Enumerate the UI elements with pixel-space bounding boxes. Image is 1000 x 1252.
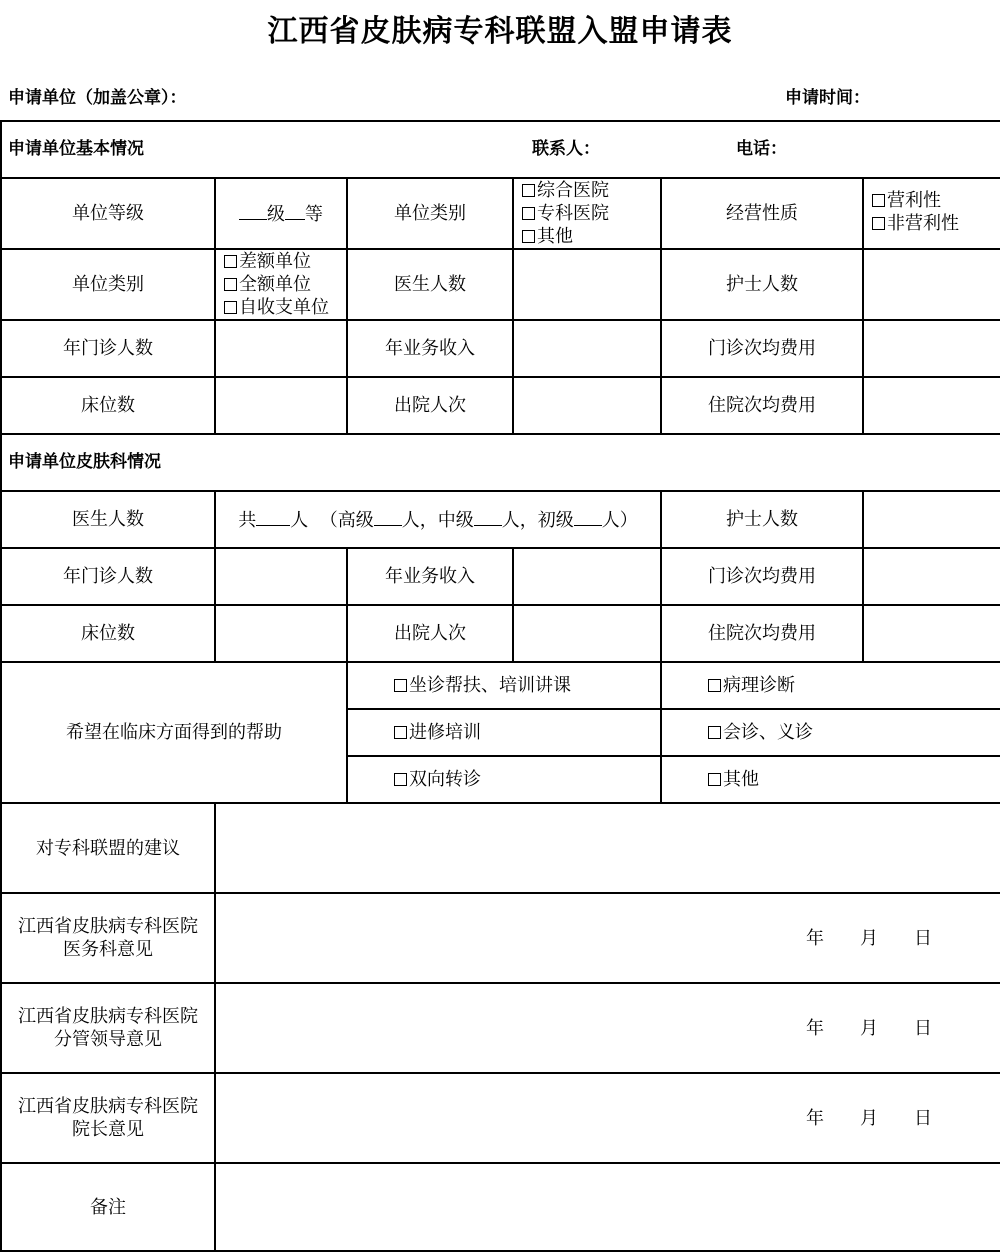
table-row bbox=[1, 1163, 1000, 1251]
checkbox-icon[interactable] bbox=[224, 278, 237, 291]
checkbox-icon[interactable] bbox=[872, 194, 885, 207]
date-year: 年 bbox=[806, 1017, 824, 1039]
derm-bed-count-label: 床位数 bbox=[1, 605, 215, 662]
derm-inpatient-avg-cost-label: 住院次均费用 bbox=[661, 605, 863, 662]
derm-annual-outpatient-field[interactable] bbox=[215, 548, 347, 605]
unit-category-label: 单位类别 bbox=[347, 178, 513, 249]
apply-time-label: 申请时间： bbox=[785, 88, 870, 108]
help-option-row bbox=[347, 662, 661, 709]
checkbox-specialty-hospital[interactable]: 专科医院 bbox=[522, 202, 654, 225]
checkbox-icon[interactable] bbox=[708, 679, 721, 692]
help-option-row bbox=[347, 709, 661, 756]
date-day: 日 bbox=[914, 1107, 932, 1129]
derm-inpatient-avg-cost-field[interactable] bbox=[863, 605, 1000, 662]
remark-field[interactable] bbox=[215, 1163, 1000, 1251]
checkbox-icon[interactable] bbox=[394, 679, 407, 692]
checkbox-icon[interactable] bbox=[872, 217, 885, 230]
level-ji-text: 级 bbox=[267, 204, 285, 225]
checkbox-general-hospital[interactable]: 综合医院 bbox=[522, 179, 654, 202]
checkbox-pathology[interactable]: 病理诊断 bbox=[708, 674, 994, 697]
table-row bbox=[1, 1073, 1000, 1163]
checkbox-icon[interactable] bbox=[708, 726, 721, 739]
derm-outpatient-avg-cost-label: 门诊次均费用 bbox=[661, 548, 863, 605]
medical-affairs-opinion-label: 江西省皮肤病专科医院 医务科意见 bbox=[1, 893, 215, 983]
suggestion-label: 对专科联盟的建议 bbox=[1, 803, 215, 893]
date-day: 日 bbox=[914, 927, 932, 949]
date-year: 年 bbox=[806, 927, 824, 949]
date-month: 月 bbox=[860, 927, 878, 949]
checkbox-icon[interactable] bbox=[522, 184, 535, 197]
derm-nurse-count-label: 护士人数 bbox=[661, 491, 863, 548]
total-doctors-blank[interactable] bbox=[256, 507, 290, 526]
operation-nature-label: 经营性质 bbox=[661, 178, 863, 249]
inpatient-avg-cost-field[interactable] bbox=[863, 377, 1000, 434]
table-row bbox=[1, 320, 1000, 377]
checkbox-non-profit[interactable]: 非营利性 bbox=[872, 212, 994, 235]
president-opinion-field[interactable] bbox=[215, 1073, 1000, 1163]
table-row bbox=[1, 893, 1000, 983]
funding-options bbox=[215, 249, 347, 320]
checkbox-consultation-free-clinic[interactable]: 会诊、义诊 bbox=[708, 721, 994, 744]
medical-affairs-opinion-field[interactable] bbox=[215, 893, 1000, 983]
table-row bbox=[1, 983, 1000, 1073]
checkbox-icon[interactable] bbox=[394, 726, 407, 739]
section-basic-cell bbox=[1, 121, 1000, 178]
checkbox-icon[interactable] bbox=[522, 230, 535, 243]
annual-outpatient-label: 年门诊人数 bbox=[1, 320, 215, 377]
checkbox-consult-training[interactable]: 坐诊帮扶、培训讲课 bbox=[394, 674, 654, 697]
date-day: 日 bbox=[914, 1017, 932, 1039]
derm-bed-count-field[interactable] bbox=[215, 605, 347, 662]
annual-revenue-label: 年业务收入 bbox=[347, 320, 513, 377]
table-row bbox=[1, 178, 1000, 249]
remark-label: 备注 bbox=[1, 1163, 215, 1251]
applicant-unit-label: 申请单位（加盖公章）： bbox=[8, 88, 187, 108]
derm-discharge-field[interactable] bbox=[513, 605, 661, 662]
table-row bbox=[1, 249, 1000, 320]
annual-outpatient-field[interactable] bbox=[215, 320, 347, 377]
table-row bbox=[1, 662, 1000, 709]
level-blank[interactable] bbox=[239, 201, 267, 220]
help-option-row bbox=[661, 756, 1000, 803]
leader-opinion-label: 江西省皮肤病专科医院 分管领导意见 bbox=[1, 983, 215, 1073]
mid-doctors-blank[interactable] bbox=[474, 507, 502, 526]
grade-blank[interactable] bbox=[285, 201, 305, 220]
contact-label: 联系人： bbox=[532, 139, 600, 159]
unit-level-label: 单位等级 bbox=[1, 178, 215, 249]
doctor-count-label: 医生人数 bbox=[347, 249, 513, 320]
checkbox-other-type[interactable]: 其他 bbox=[522, 225, 654, 248]
derm-nurse-count-field[interactable] bbox=[863, 491, 1000, 548]
derm-annual-revenue-field[interactable] bbox=[513, 548, 661, 605]
checkbox-icon[interactable] bbox=[224, 301, 237, 314]
derm-doctor-breakdown-field[interactable]: 共 人 （高级 人，中级 人，初级 人） bbox=[215, 491, 661, 548]
senior-doctors-blank[interactable] bbox=[374, 507, 402, 526]
checkbox-advanced-training[interactable]: 进修培训 bbox=[394, 721, 654, 744]
annual-revenue-field[interactable] bbox=[513, 320, 661, 377]
help-label: 希望在临床方面得到的帮助 bbox=[1, 662, 347, 803]
table-row bbox=[1, 491, 1000, 548]
discharge-field[interactable] bbox=[513, 377, 661, 434]
application-form-table bbox=[0, 120, 1000, 1252]
help-option-row bbox=[347, 756, 661, 803]
unit-level-field[interactable] bbox=[215, 178, 347, 249]
checkbox-full-funded-unit[interactable]: 全额单位 bbox=[224, 273, 340, 296]
phone-label: 电话： bbox=[736, 139, 787, 159]
operation-nature-options bbox=[863, 178, 1000, 249]
section-basic-title: 申请单位基本情况 bbox=[8, 139, 144, 159]
date-year: 年 bbox=[806, 1107, 824, 1129]
table-row bbox=[1, 377, 1000, 434]
hospital-type-options bbox=[513, 178, 661, 249]
inpatient-avg-cost-label: 住院次均费用 bbox=[661, 377, 863, 434]
derm-annual-outpatient-label: 年门诊人数 bbox=[1, 548, 215, 605]
outpatient-avg-cost-field[interactable] bbox=[863, 320, 1000, 377]
table-row bbox=[1, 548, 1000, 605]
derm-doctor-count-label: 医生人数 bbox=[1, 491, 215, 548]
checkbox-icon[interactable] bbox=[394, 773, 407, 786]
table-row bbox=[1, 605, 1000, 662]
page-title: 江西省皮肤病专科联盟入盟申请表 bbox=[267, 14, 733, 49]
level-deng-text: 等 bbox=[305, 204, 323, 225]
section-derm-row bbox=[1, 434, 1000, 491]
section-basic-row bbox=[1, 121, 1000, 178]
section-derm-title: 申请单位皮肤科情况 bbox=[1, 434, 1000, 491]
nurse-count-field[interactable] bbox=[863, 249, 1000, 320]
help-option-row bbox=[661, 709, 1000, 756]
checkbox-balance-unit[interactable]: 差额单位 bbox=[224, 250, 340, 273]
derm-outpatient-avg-cost-field[interactable] bbox=[863, 548, 1000, 605]
bed-count-label: 床位数 bbox=[1, 377, 215, 434]
outpatient-avg-cost-label: 门诊次均费用 bbox=[661, 320, 863, 377]
doctor-count-field[interactable] bbox=[513, 249, 661, 320]
suggestion-field[interactable] bbox=[215, 803, 1000, 893]
leader-opinion-field[interactable] bbox=[215, 983, 1000, 1073]
checkbox-for-profit[interactable]: 营利性 bbox=[872, 189, 994, 212]
checkbox-two-way-referral[interactable]: 双向转诊 bbox=[394, 768, 654, 791]
discharge-label: 出院人次 bbox=[347, 377, 513, 434]
help-option-row bbox=[661, 662, 1000, 709]
unit-category2-label: 单位类别 bbox=[1, 249, 215, 320]
derm-discharge-label: 出院人次 bbox=[347, 605, 513, 662]
table-row bbox=[1, 803, 1000, 893]
date-month: 月 bbox=[860, 1107, 878, 1129]
junior-doctors-blank[interactable] bbox=[574, 507, 602, 526]
checkbox-icon[interactable] bbox=[522, 207, 535, 220]
derm-annual-revenue-label: 年业务收入 bbox=[347, 548, 513, 605]
nurse-count-label: 护士人数 bbox=[661, 249, 863, 320]
checkbox-self-funded-unit[interactable]: 自收支单位 bbox=[224, 296, 340, 319]
date-month: 月 bbox=[860, 1017, 878, 1039]
checkbox-icon[interactable] bbox=[224, 255, 237, 268]
checkbox-help-other[interactable]: 其他 bbox=[708, 768, 994, 791]
bed-count-field[interactable] bbox=[215, 377, 347, 434]
president-opinion-label: 江西省皮肤病专科医院 院长意见 bbox=[1, 1073, 215, 1163]
checkbox-icon[interactable] bbox=[708, 773, 721, 786]
